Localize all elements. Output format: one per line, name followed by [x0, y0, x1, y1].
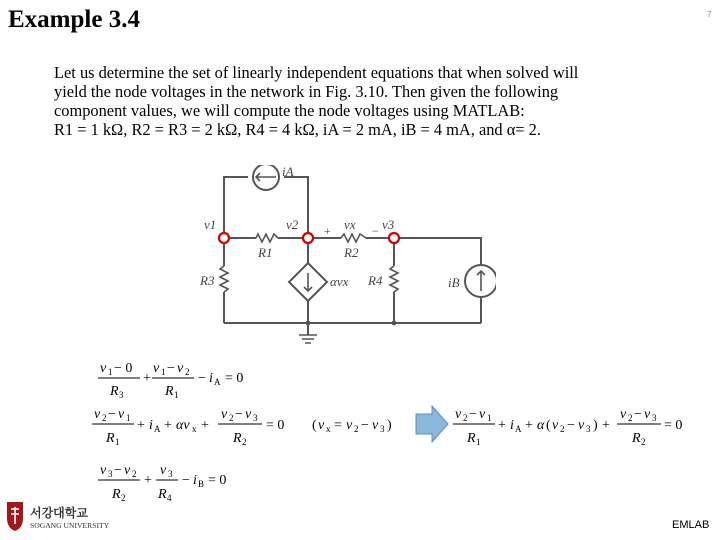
svg-text:−: −	[182, 473, 190, 488]
svg-text:R: R	[632, 431, 641, 446]
svg-text:+: +	[602, 418, 610, 433]
svg-text:v: v	[479, 407, 486, 422]
svg-text:3: 3	[108, 469, 113, 479]
svg-text:1: 1	[115, 437, 120, 447]
resistor-r3	[220, 266, 228, 292]
svg-text:): )	[387, 418, 392, 433]
statement-values: R1 = 1 kΩ, R2 = R3 = 2 kΩ, R4 = 4 kΩ, iA = 2 mA, iB = 4 mA, and α= 2.	[54, 120, 541, 139]
svg-text:2: 2	[242, 437, 247, 447]
svg-text:(: (	[312, 418, 317, 433]
svg-text:v: v	[578, 418, 585, 433]
value-ia: iA = 2 mA	[322, 120, 393, 139]
label-v1: v1	[204, 217, 217, 232]
arrow-right-icon	[416, 406, 448, 442]
svg-text:3: 3	[380, 424, 385, 434]
svg-text:v: v	[124, 463, 131, 478]
svg-text:v: v	[346, 418, 353, 433]
svg-text:v: v	[118, 407, 125, 422]
svg-text:1: 1	[161, 367, 166, 377]
svg-text:−: −	[634, 407, 642, 422]
svg-text:= 0: = 0	[225, 371, 244, 386]
svg-text:2: 2	[354, 424, 359, 434]
svg-text:R: R	[106, 431, 115, 446]
label-r4: R4	[368, 273, 383, 288]
university-logo	[4, 500, 124, 532]
svg-text:+: +	[144, 473, 152, 488]
dependent-current-source	[289, 263, 327, 301]
label-v3: v3	[382, 217, 395, 232]
svg-text:αv: αv	[176, 418, 190, 433]
vx-plus-sign: +	[324, 224, 331, 238]
label-ib: iB	[448, 275, 460, 290]
svg-text:3: 3	[253, 413, 258, 423]
label-vx: vx	[344, 217, 356, 232]
label-r2: R2	[344, 245, 359, 260]
svg-text:B: B	[198, 479, 205, 489]
svg-text:1: 1	[476, 437, 481, 447]
svg-text:v: v	[620, 407, 627, 422]
equation-node-1	[98, 361, 243, 400]
svg-text:R: R	[165, 384, 174, 399]
svg-text:2: 2	[185, 367, 190, 377]
resistor-r1	[256, 234, 278, 242]
svg-text:1: 1	[487, 413, 492, 423]
svg-text:= 0: = 0	[664, 418, 683, 433]
resistor-r2	[341, 234, 366, 242]
svg-text:v: v	[245, 407, 252, 422]
slide-title: Example 3.4	[8, 6, 140, 33]
svg-text:−: −	[108, 407, 116, 422]
statement-line-2: yield the node voltages in the network in Fig. 3.10. Then given the following	[54, 82, 559, 101]
label-v2: v2	[286, 217, 299, 232]
equation-node-2-substituted	[453, 407, 682, 447]
svg-text:2: 2	[132, 469, 137, 479]
svg-text:v: v	[644, 407, 651, 422]
circuit-diagram	[196, 165, 496, 350]
svg-text:3: 3	[119, 390, 124, 400]
svg-text:2: 2	[628, 413, 633, 423]
svg-text:α: α	[537, 418, 545, 433]
university-name-korean: 서강대학교	[30, 506, 88, 520]
value-r2-r3: R2 = R3 = 2 kΩ	[131, 120, 238, 139]
svg-text:A: A	[515, 424, 522, 434]
svg-text:v: v	[221, 407, 228, 422]
svg-text:3: 3	[168, 469, 173, 479]
svg-text:+: +	[201, 418, 209, 433]
svg-text:v: v	[153, 361, 160, 376]
svg-text:i: i	[510, 418, 514, 433]
equation-node-3	[98, 463, 226, 503]
svg-text:i: i	[209, 371, 213, 386]
svg-text:−: −	[167, 361, 175, 376]
svg-text:R: R	[110, 384, 119, 399]
svg-text:2: 2	[463, 413, 468, 423]
value-ib: iB = 4 mA	[400, 120, 471, 139]
svg-text:v: v	[455, 407, 462, 422]
svg-text:R: R	[158, 487, 167, 502]
equation-node-2	[92, 407, 284, 447]
svg-text:i: i	[149, 418, 153, 433]
svg-text:+: +	[525, 418, 533, 433]
current-source-ib	[465, 265, 496, 297]
svg-text:−: −	[361, 418, 369, 433]
svg-text:3: 3	[586, 424, 591, 434]
page-number: 7	[707, 10, 712, 19]
wire-node3-ib	[394, 238, 481, 265]
svg-text:): )	[593, 418, 598, 433]
node-marker-v3	[389, 233, 399, 243]
svg-text:x: x	[326, 424, 331, 434]
svg-text:2: 2	[121, 493, 126, 503]
svg-text:+: +	[498, 418, 506, 433]
svg-text:x: x	[192, 424, 197, 434]
svg-text:2: 2	[560, 424, 565, 434]
svg-text:2: 2	[229, 413, 234, 423]
svg-text:4: 4	[167, 493, 172, 503]
svg-text:2: 2	[641, 437, 646, 447]
svg-text:(: (	[546, 418, 551, 433]
university-name-english: SOGANG UNIVERSITY	[30, 521, 110, 530]
svg-text:v: v	[177, 361, 184, 376]
label-dependent-source: αvx	[330, 274, 349, 289]
footer-label: EMLAB	[672, 519, 710, 531]
svg-text:v: v	[100, 361, 107, 376]
svg-text:−: −	[469, 407, 477, 422]
node-marker-v1	[219, 233, 229, 243]
value-r1: R1 = 1 kΩ	[54, 120, 124, 139]
statement-line-1: Let us determine the set of linearly independent equations that when solved will	[54, 63, 579, 82]
svg-text:3: 3	[652, 413, 657, 423]
junction-dot	[392, 321, 397, 326]
svg-text:i: i	[193, 473, 197, 488]
svg-text:v: v	[160, 463, 167, 478]
svg-text:v: v	[100, 463, 107, 478]
svg-text:= 0: = 0	[208, 473, 227, 488]
label-ia: iA	[282, 165, 294, 179]
svg-text:−: −	[114, 463, 122, 478]
junction-dot	[306, 321, 311, 326]
svg-text:2: 2	[102, 413, 107, 423]
label-r1: R1	[258, 245, 273, 260]
node-marker-v2	[303, 233, 313, 243]
equation-vx-definition	[312, 418, 392, 434]
svg-text:−: −	[567, 418, 575, 433]
svg-text:R: R	[112, 487, 121, 502]
problem-statement	[54, 63, 674, 139]
equations	[0, 340, 720, 510]
svg-text:+: +	[143, 371, 151, 386]
svg-text:1: 1	[126, 413, 131, 423]
svg-text:− 0: − 0	[114, 361, 133, 376]
vx-minus-sign: −	[372, 224, 379, 238]
svg-text:−: −	[235, 407, 243, 422]
svg-text:R: R	[233, 431, 242, 446]
svg-text:1: 1	[174, 390, 179, 400]
statement-line-3: component values, we will compute the node voltages using MATLAB:	[54, 101, 525, 120]
svg-text:−: −	[198, 371, 206, 386]
wire-top-left	[224, 177, 248, 238]
value-r4: R4 = 4 kΩ	[245, 120, 315, 139]
svg-text:=: =	[334, 418, 342, 433]
svg-text:+: +	[164, 418, 172, 433]
current-source-ia	[253, 165, 279, 190]
svg-text:A: A	[214, 377, 221, 387]
svg-text:1: 1	[108, 367, 113, 377]
svg-text:v: v	[94, 407, 101, 422]
svg-text:v: v	[318, 418, 325, 433]
svg-text:= 0: = 0	[266, 418, 285, 433]
svg-text:v: v	[552, 418, 559, 433]
svg-text:A: A	[154, 424, 161, 434]
resistor-r4	[390, 266, 398, 292]
value-alpha: and α= 2.	[478, 120, 541, 139]
svg-text:+: +	[137, 418, 145, 433]
svg-text:R: R	[467, 431, 476, 446]
label-r3: R3	[200, 273, 215, 288]
svg-text:v: v	[372, 418, 379, 433]
